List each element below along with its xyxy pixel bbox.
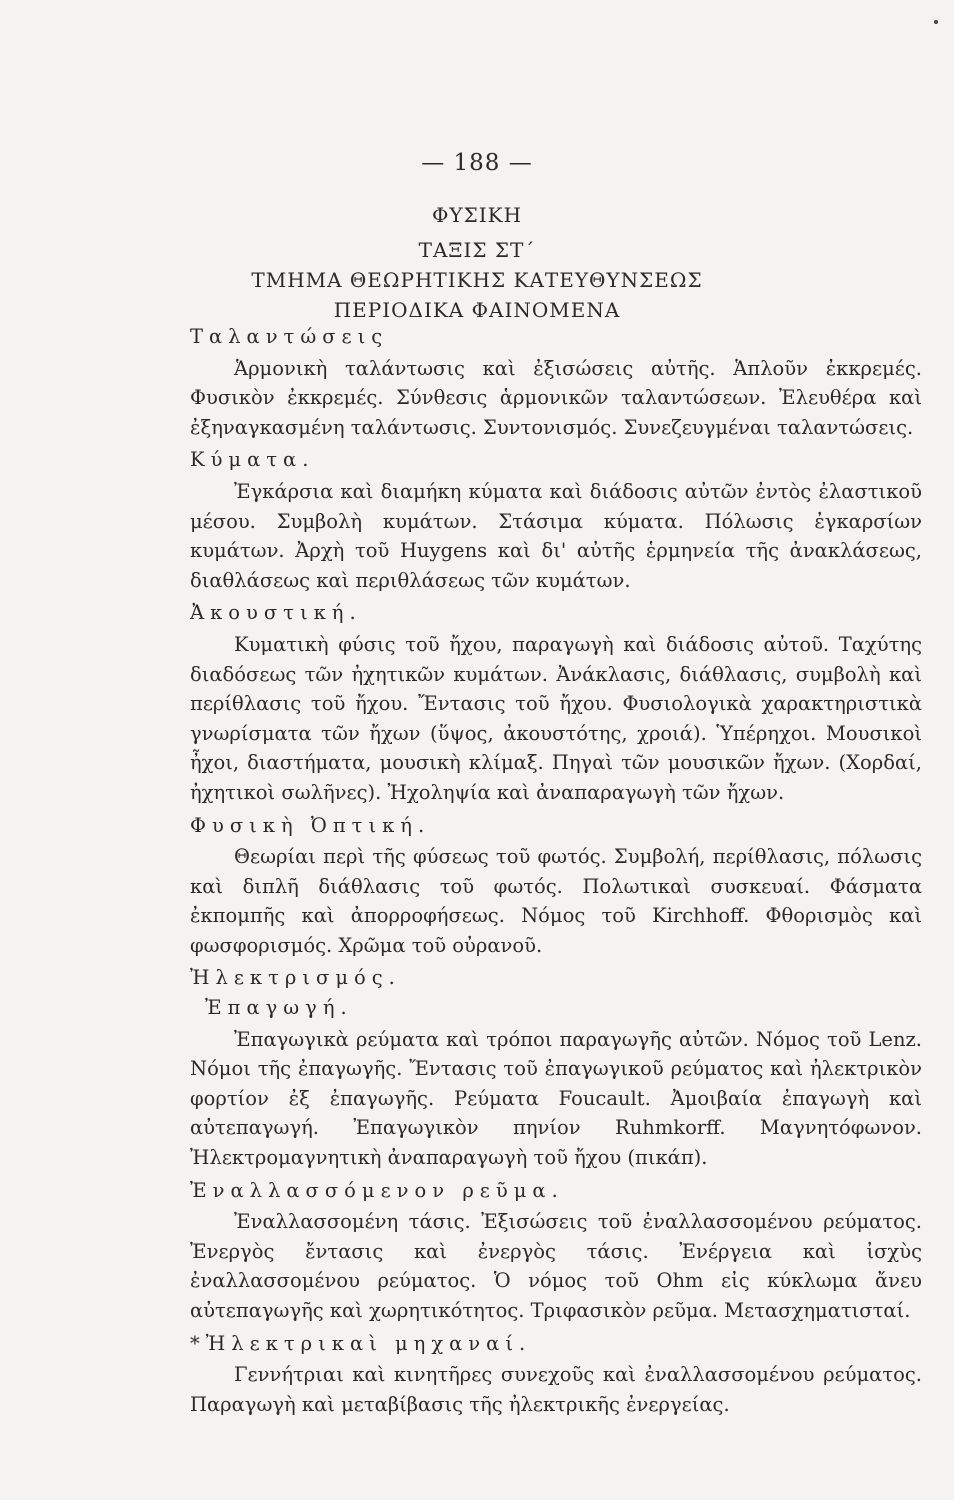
section-title-optics: Φυσικὴ Ὀπτική. [190, 813, 431, 837]
topic-heading: ΠΕΡΙΟΔΙΚΑ ΦΑΙΝΟΜΕΝΑ [333, 298, 621, 322]
class-heading: ΤΑΞΙΣ ΣΤ΄ [418, 238, 536, 262]
section-text-acoustics: Κυματικὴ φύσις τοῦ ἤχου, παραγωγὴ καὶ διάδοσις αὐτοῦ. Ταχύτης διαδόσεως τῶν ἠχητικῶν κυμάτων. Ἀνάκλασις, διάθλασις, συμβολὴ καὶ περίθλασις τοῦ ἤχου. Ἔντασις τοῦ ἤχου. Φυσιολογικὰ χαρακτηριστικὰ γνωρίσματα τῶν ἤχων (ὕψος, ἀκουστότης, χροιά). Ὑπέρηχοι. Μουσικοὶ ἦχοι, διαστήματα, μουσικὴ κλίμαξ. Πηγαὶ τῶν μουσικῶν ἤχων. (Χορδαί, ἠχητικοὶ σωλῆνες). Ἠχοληψία καὶ ἀναπαραγωγὴ τῶν ἤχων. [190, 632, 922, 804]
section-text-optics: Θεωρίαι περὶ τῆς φύσεως τοῦ φωτός. Συμβολή, περίθλασις, πόλωσις καὶ διπλῆ διάθλασις τοῦ φωτός. Πολωτικαὶ συσκευαί. Φάσματα ἐκπομπῆς καὶ ἀπορροφήσεως. Νόμος τοῦ Kirchhoff. Φθορισμὸς καὶ φωσφορισμός. Χρῶμα τοῦ οὐρανοῦ. [190, 845, 922, 957]
department-heading: ΤΜΗΜΑ ΘΕΩΡΗΤΙΚΗΣ ΚΑΤΕΥΘΥΝΣΕΩΣ [251, 268, 703, 292]
syllabus-body [190, 322, 922, 1422]
section-title-electric-machines: *Ἠλεκτρικαὶ μηχαναί. [190, 1331, 532, 1355]
section-title-alternating-current: Ἐναλλασσόμενον ρεῦμα. [190, 1178, 564, 1202]
section-title-induction: Ἐπαγωγή. [205, 996, 353, 1020]
page-number: — 188 — [421, 150, 533, 176]
section-title-acoustics: Ἀκουστική. [190, 601, 362, 625]
section-text-electric-machines: Γεννήτριαι καὶ κινητῆρες συνεχοῦς καὶ ἐναλλασσομένου ρεύματος. Παραγωγὴ καὶ μεταβίβασις τῆς ἠλεκτρικῆς ἐνεργείας. [190, 1363, 922, 1416]
section-text-induction: Ἐπαγωγικὰ ρεύματα καὶ τρόποι παραγωγῆς αὐτῶν. Νόμος τοῦ Lenz. Νόμοι τῆς ἐπαγωγῆς. Ἔντασις τοῦ ἐπαγωγικοῦ ρεύματος καὶ ἠλεκτρικὸν φορτίον ἐξ ἐπαγωγῆς. Ρεύματα Foucault. Ἀμοιβαία ἐπαγωγὴ καὶ αὐτεπαγωγή. Ἐπαγωγικὸν πηνίον Ruhmkorff. Μαγνητόφωνον. Ἠλεκτρομαγνητικὴ ἀναπαραγωγὴ τοῦ ἤχου (πικάπ). [190, 1027, 922, 1170]
section-title-electricity: Ἠλεκτρισμός. [190, 966, 401, 990]
section-text-waves: Ἐγκάρσια καὶ διαμήκη κύματα καὶ διάδοσις αὐτῶν ἐντὸς ἐλαστικοῦ μέσου. Συμβολὴ κυμάτων. Στάσιμα κύματα. Πόλωσις ἐγκαρσίων κυμάτων. Ἀρχὴ τοῦ Huygens καὶ δι' αὐτῆς ἑρμηνεία τῆς ἀνακλάσεως, διαθλάσεως καὶ περιθλάσεως τῶν κυμάτων. [190, 479, 922, 592]
section-text-oscillations: Ἁρμονικὴ ταλάντωσις καὶ ἐξισώσεις αὐτῆς. Ἁπλοῦν ἐκκρεμές. Φυσικὸν ἐκκρεμές. Σύνθεσις ἁρμονικῶν ταλαντώσεων. Ἐλευθέρα καὶ ἐξηναγκασμένη ταλάντωσις. Συντονισμός. Συνεζευγμέναι ταλαντώσεις. [190, 356, 922, 439]
subject-heading: ΦΥΣΙΚΗ [431, 203, 523, 227]
scan-speck [934, 20, 938, 24]
section-title-oscillations: Ταλαντώσεις [190, 325, 389, 348]
section-title-waves: Κύματα. [190, 448, 315, 472]
section-text-alternating-current: Ἐναλλασσομένη τάσις. Ἐξισώσεις τοῦ ἐναλλασσομένου ρεύματος. Ἐνεργὸς ἔντασις καὶ ἐνεργὸς τάσις. Ἐνέργεια καὶ ἰσχὺς ἐναλλασσομένου ρεύματος. Ὁ νόμος τοῦ Ohm εἰς κύκλωμα ἄνευ αὐτεπαγωγῆς καὶ χωρητικότητος. Τριφασικὸν ρεῦμα. Μετασχηματισταί. [190, 1210, 922, 1322]
